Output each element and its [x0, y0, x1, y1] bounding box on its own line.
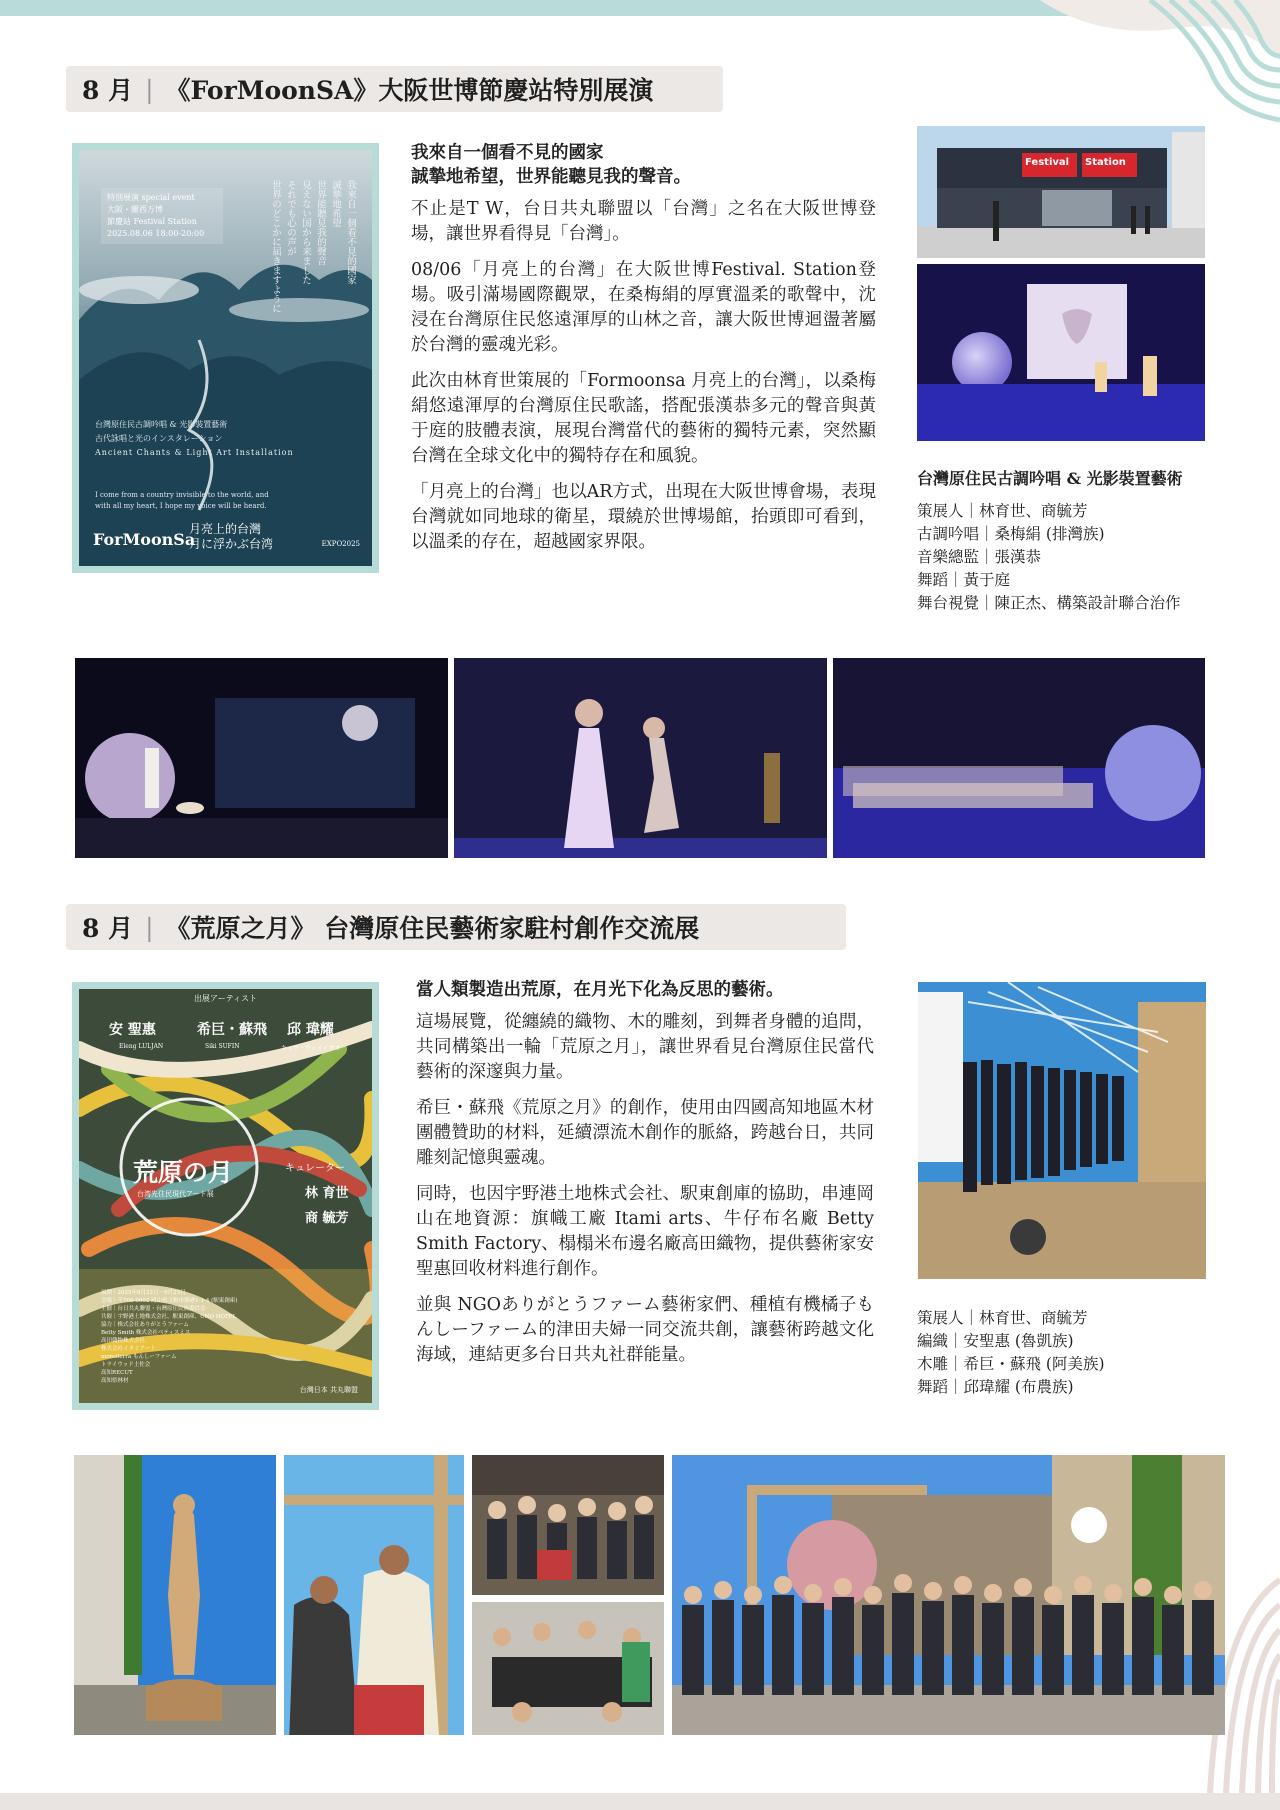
top-decor-bar: [0, 0, 1280, 16]
section2-title: 《荒原之月》 台灣原住民藝術家駐村創作交流展: [165, 914, 700, 943]
paragraph: 08/06「月亮上的台灣」在大阪世博Festival. Station登場。吸引滿場國際觀眾，在桑梅絹的厚實溫柔的歌聲中，沈浸在台灣原住民悠遠渾厚的山林之音，讓大阪世博迴盪著屬於台灣的靈魂光彩。: [411, 260, 876, 355]
station-sign-station: Station: [1085, 157, 1126, 168]
poster2-artist-roman-3: キュウ・ウェイイヤオ: [281, 1045, 341, 1052]
poster2-footer: 台灣日本 共丸聯盟: [299, 1386, 358, 1394]
credit-line: 木雕｜希巨・蘇飛 (阿美族): [917, 1355, 1105, 1373]
poster2-info: [101, 1289, 361, 1385]
poster1-vline: 見えない国から来ました: [300, 180, 311, 285]
poster2-curator-label: キュレーター: [285, 1163, 345, 1174]
poster2-info-line: 高知県林材: [101, 1378, 129, 1384]
section1-text: [411, 141, 876, 566]
bottom-decor-bar: [0, 1793, 1280, 1810]
poster1-venue2: 節慶站 Festival Station: [107, 217, 197, 226]
section1-body: [411, 197, 876, 555]
wasteland-moon-poster: [72, 982, 379, 1410]
poster2-info-line: 主催｜台日共丸聯盟・台灣原住民族委員会: [101, 1306, 206, 1312]
poster2-artist-roman-2: Siki SUFIN: [205, 1043, 240, 1050]
poster1-logo: ForMoonSa: [93, 530, 196, 549]
station-sign-festival: Festival: [1025, 157, 1070, 168]
wood-sculpture-photo: [74, 1455, 276, 1735]
poster1-vline: 世界のどこかに届きますように: [270, 180, 281, 313]
credit-line: 策展人｜林育世、商毓芳: [917, 502, 1088, 520]
lead-line-1: 我來自一個看不見的國家: [411, 143, 604, 163]
poster1-subtitle-cn: 台灣原住民古調吟唱 & 光影裝置藝術: [95, 420, 228, 429]
poster1-subtitle-jp: 古代詠唱と光のインスタレーション: [95, 434, 223, 443]
poster2-info-line: 展期｜2025年8月22日～9月23日: [101, 1290, 186, 1296]
lead-line-2: 誠摯地希望，世界能聽見我的聲音。: [411, 167, 691, 187]
poster2-title: 荒原の月: [133, 1158, 234, 1187]
credit-line: 舞台視覺｜陳正杰、構築設計聯合治作: [917, 594, 1181, 612]
poster1-title-jp: 月に浮かぶ台湾: [189, 537, 274, 551]
poster2-info-line: 高田織物株式会社: [101, 1338, 146, 1344]
credit-line: 舞蹈｜黃于庭: [917, 571, 1011, 589]
section1-credits: [917, 500, 1181, 615]
paragraph: 希巨・蘇飛《荒原之月》的創作，使用由四國高知地區木材團體贊助的材料，延續漂流木創作的脈絡，跨越台日，共同雕刻記憶與靈魂。: [416, 1098, 874, 1168]
poster1-vline: 世界能聽見我的聲音: [315, 180, 326, 266]
poster2-info-line: トライウッド土佐会: [101, 1362, 151, 1368]
poster1-subtitle-en: Ancient Chants & Light Art Installation: [95, 448, 294, 457]
section2-credits: [917, 1307, 1105, 1399]
paragraph: 此次由林育世策展的「Formoonsa 月亮上的台灣」，以桑梅絹悠遠渾厚的台灣原住民歌謠，搭配張漢恭多元的聲音與黃于庭的肢體表演，展現台灣當代的藝術的獨特元素，突然顯台灣在全球文化中的獨特存在和風貌。: [411, 371, 876, 466]
section2-lead: 當人類製造出荒原，在月光下化為反思的藝術。: [416, 980, 784, 1000]
poster1-vline: それでも心の声が: [285, 180, 296, 256]
credit-line: 古調吟唱｜桑梅絹 (排灣族): [917, 525, 1105, 543]
performance-photo-singer-dancer: [454, 658, 827, 858]
section2-body: [416, 1010, 874, 1368]
group-photo: [672, 1455, 1225, 1735]
poster2-info-line: 協力｜株式会社ありがとうファーム: [101, 1322, 189, 1328]
section2-month: 8 月: [82, 914, 134, 943]
poster1-titles: [189, 522, 273, 552]
credit-line: 舞蹈｜邱瑋耀 (布農族): [917, 1378, 1074, 1396]
poster2-curators: [305, 1181, 349, 1231]
poster2-artist-roman-1: Eleng LULJAN: [119, 1043, 164, 1050]
poster1-title-cn: 月亮上的台灣: [189, 522, 262, 536]
group-workshop-photo: [472, 1455, 664, 1595]
poster2-info-line: 会場｜〒706-0002 岡山県玉野市築港1-1-4 (駅東創庫): [101, 1298, 238, 1304]
poster1-vline: 我來自一個看不見的國家: [345, 180, 356, 285]
poster2-top-label: 出展アーティスト: [193, 994, 258, 1003]
poster2-curator: 林 育世: [305, 1186, 349, 1201]
section1-heading: [66, 66, 723, 112]
poster1-vline: 誠摯地希望: [330, 180, 341, 228]
artists-outdoor-photo: [284, 1455, 464, 1735]
paragraph: 「月亮上的台灣」也以AR方式，出現在大阪世博會場，表現台灣就如同地球的衛星，環繞於世博場館，抬頭即可看到，以溫柔的存在，超越國家界限。: [411, 482, 876, 552]
credit-line: 策展人｜林育世、商毓芳: [917, 1309, 1088, 1327]
formoonsa-poster: [72, 143, 379, 573]
heading-separator: |: [145, 74, 154, 104]
paragraph: 這場展覽，從纏繞的織物、木的雕刻，到舞者身體的追問，共同構築出一輪「荒原之月」，讓世界看見台灣原住民當代藝術的深邃與力量。: [416, 1012, 874, 1082]
poster1-event-label: 特別展演 special event: [107, 193, 195, 202]
section2-text: [416, 978, 874, 1379]
poster2-curator: 商 毓芳: [305, 1211, 349, 1226]
poster2-info-line: 高知RECUT: [101, 1370, 133, 1376]
poster1-vertical-text: [268, 180, 358, 340]
heading-separator: |: [145, 912, 154, 942]
poster1-venue: 大阪・關西万博: [107, 205, 163, 214]
section1-month: 8 月: [82, 76, 134, 105]
section1-title: 《ForMoonSA》大阪世博節慶站特別展演: [165, 76, 654, 105]
poster2-artist-2: 希巨・蘇飛: [197, 1022, 267, 1038]
performance-photo-audience: [833, 658, 1205, 858]
paragraph: 並與 NGOありがとうファーム藝術家們、種植有機橘子もんしーファーム的津田夫婦一同交流共創，讓藝術跨越文化海域，連結更多台日共丸社群能量。: [416, 1295, 874, 1365]
poster1-subtitles: [95, 418, 294, 460]
credit-line: 編織｜安聖惠 (魯凱族): [917, 1332, 1074, 1350]
textile-installation-photo: [918, 982, 1206, 1279]
poster1-expo-logo: EXPO2025: [321, 540, 360, 548]
poster2-subtitle: 台湾先住民現代アート展: [137, 1190, 214, 1198]
poster1-date: 2025.08.06 18:00-20:00: [107, 229, 205, 238]
moon-installation-photo: [917, 264, 1205, 441]
poster2-info-line: monsilerra もんしーファーム: [101, 1354, 177, 1360]
weaving-table-photo: [472, 1602, 664, 1735]
poster2-artist-1: 安 聖惠: [109, 1022, 156, 1038]
performance-photo-stage: [75, 658, 448, 858]
section1-caption-title: 台灣原住民古調吟唱 & 光影裝置藝術: [917, 469, 1183, 488]
paragraph: 同時，也因宇野港土地株式会社、駅東創庫的協助，串連岡山在地資源：旗幟工廠 Itami arts、牛仔布名廠 Betty Smith Factory、榻榻米布邊名廠高田織物，提供藝術家安聖惠回收材料進行創作。: [416, 1184, 874, 1279]
poster2-info-line: Betty Smith 株式会社ベティスミス: [101, 1330, 191, 1336]
credit-line: 音樂總監｜張漢恭: [917, 548, 1042, 566]
poster2-info-line: 株式会社イタミアート: [101, 1346, 156, 1352]
section2-heading: [66, 904, 846, 950]
section1-lead: [411, 141, 876, 189]
festival-station-photo: [917, 126, 1205, 258]
poster2-info-line: 共催｜宇野港土地株式会社、駅東創庫、UNO HOTEL: [101, 1314, 237, 1320]
poster1-event-box: [101, 188, 223, 244]
poster2-artist-3: 邱 瑋耀: [287, 1022, 334, 1038]
paragraph: 不止是T W，台日共丸聯盟以「台灣」之名在大阪世博登場，讓世界看得見「台灣」。: [411, 199, 876, 244]
poster1-quote: I come from a country invisible to the world, and with all my heart, I hope my voice will be heard.: [95, 491, 269, 510]
